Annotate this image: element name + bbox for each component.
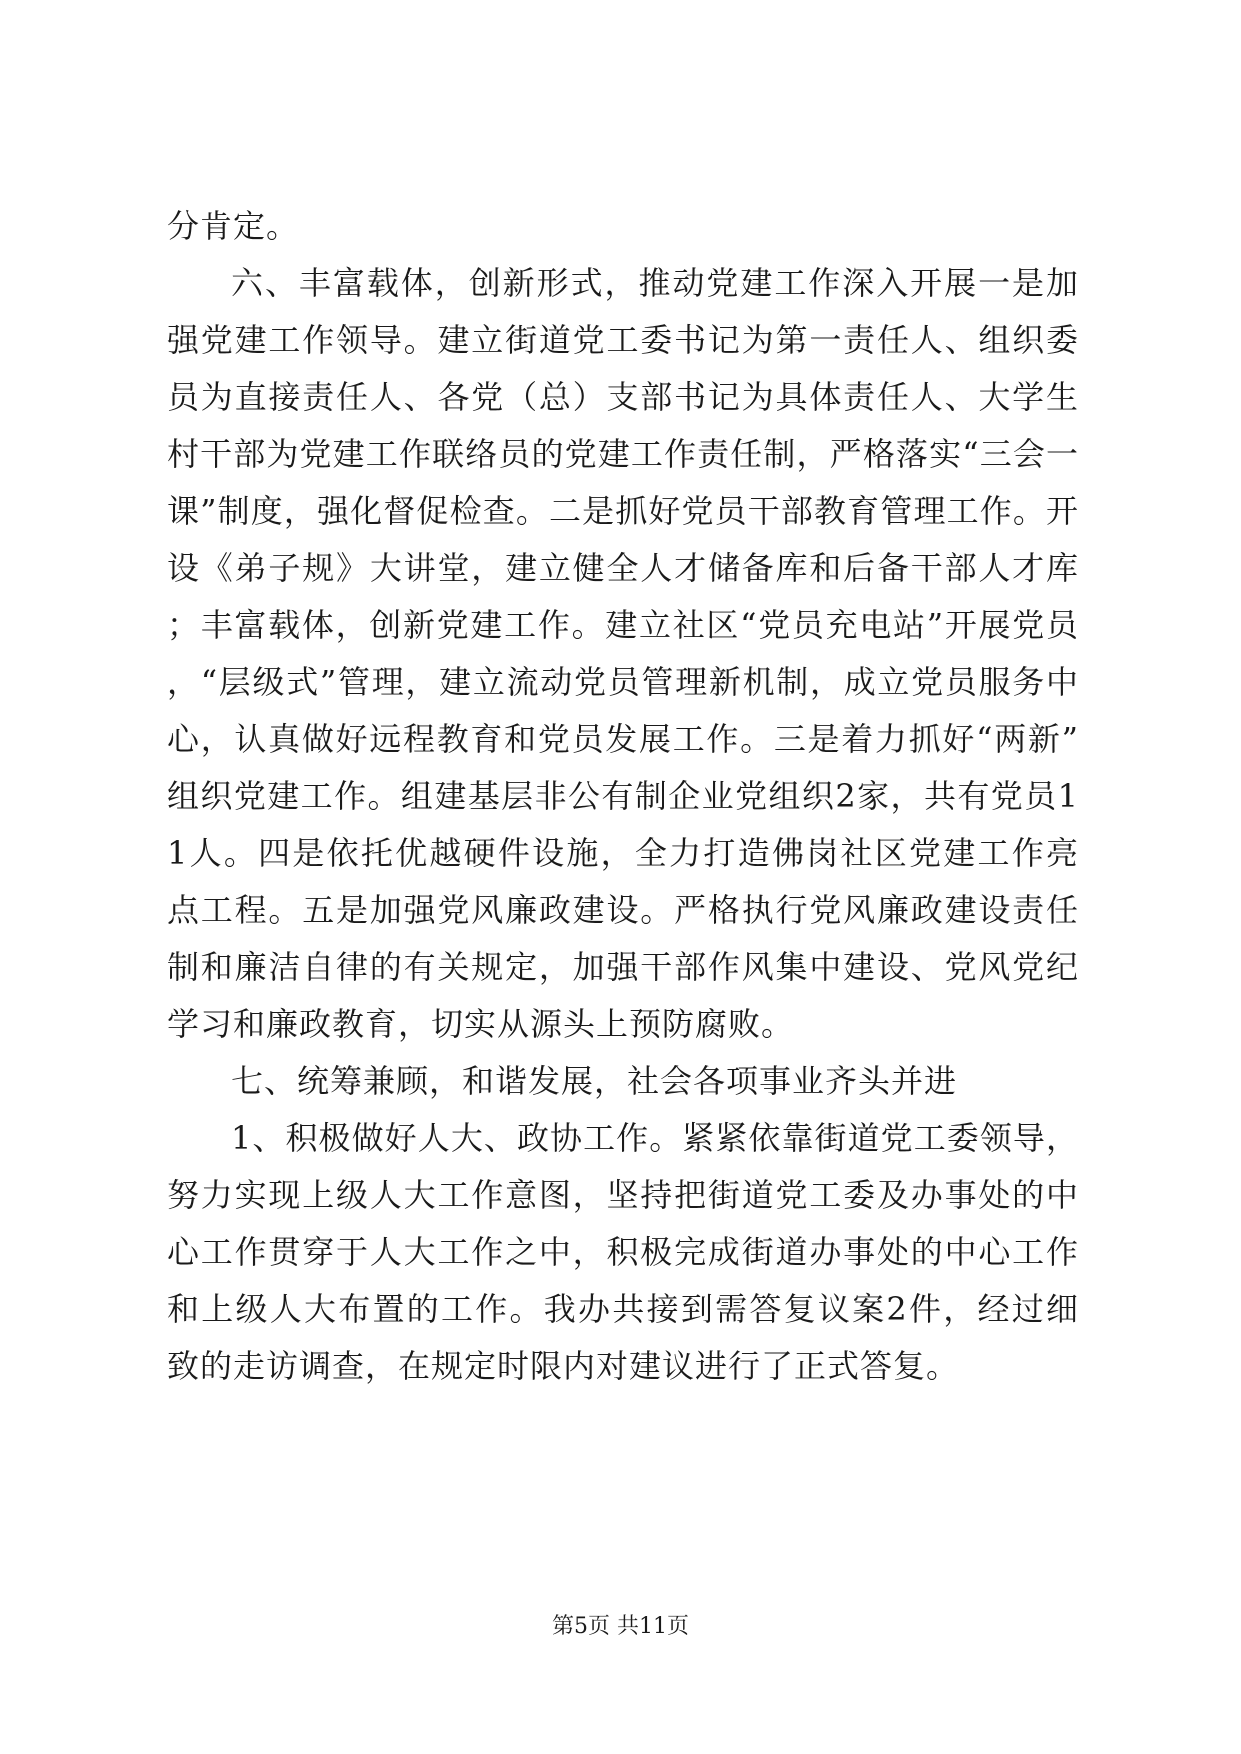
page-number-label: 第5页 共11页 bbox=[552, 1614, 689, 1639]
page-footer bbox=[0, 1612, 1241, 1642]
paragraph-continuation: 分肯定。 bbox=[167, 207, 300, 245]
document-body bbox=[167, 198, 1079, 1395]
paragraph-section-six: 六、丰富载体，创新形式，推动党建工作深入开展一是加强党建工作领导。建立街道党工委书记为第一责任人、组织委员为直接责任人、各党（总）支部书记为具体责任人、大学生村干部为党建工作联络员的党建工作责任制，严格落实“三会一课”制度，强化督促检查。二是抓好党员干部教育管理工作。开设《弟子规》大讲堂，建立健全人才储备库和后备干部人才库；丰富载体，创新党建工作。建立社区“党员充电站”开展党员，“层级式”管理，建立流动党员管理新机制，成立党员服务中心，认真做好远程教育和党员发展工作。三是着力抓好“两新”组织党建工作。组建基层非公有制企业党组织2家，共有党员11人。四是依托优越硬件设施，全力打造佛岗社区党建工作亮点工程。五是加强党风廉政建设。严格执行党风廉政建设责任制和廉洁自律的有关规定，加强干部作风集中建设、党风党纪学习和廉政教育，切实从源头上预防腐败。 bbox=[167, 264, 1079, 1043]
paragraph-item-one: 1、积极做好人大、政协工作。紧紧依靠街道党工委领导，努力实现上级人大工作意图，坚持把街道党工委及办事处的中心工作贯穿于人大工作之中，积极完成街道办事处的中心工作和上级人大布置的工作。我办共接到需答复议案2件，经过细致的走访调查，在规定时限内对建议进行了正式答复。 bbox=[167, 1119, 1079, 1385]
paragraph-section-seven-heading: 七、统筹兼顾，和谐发展，社会各项事业齐头并进 bbox=[231, 1062, 958, 1100]
